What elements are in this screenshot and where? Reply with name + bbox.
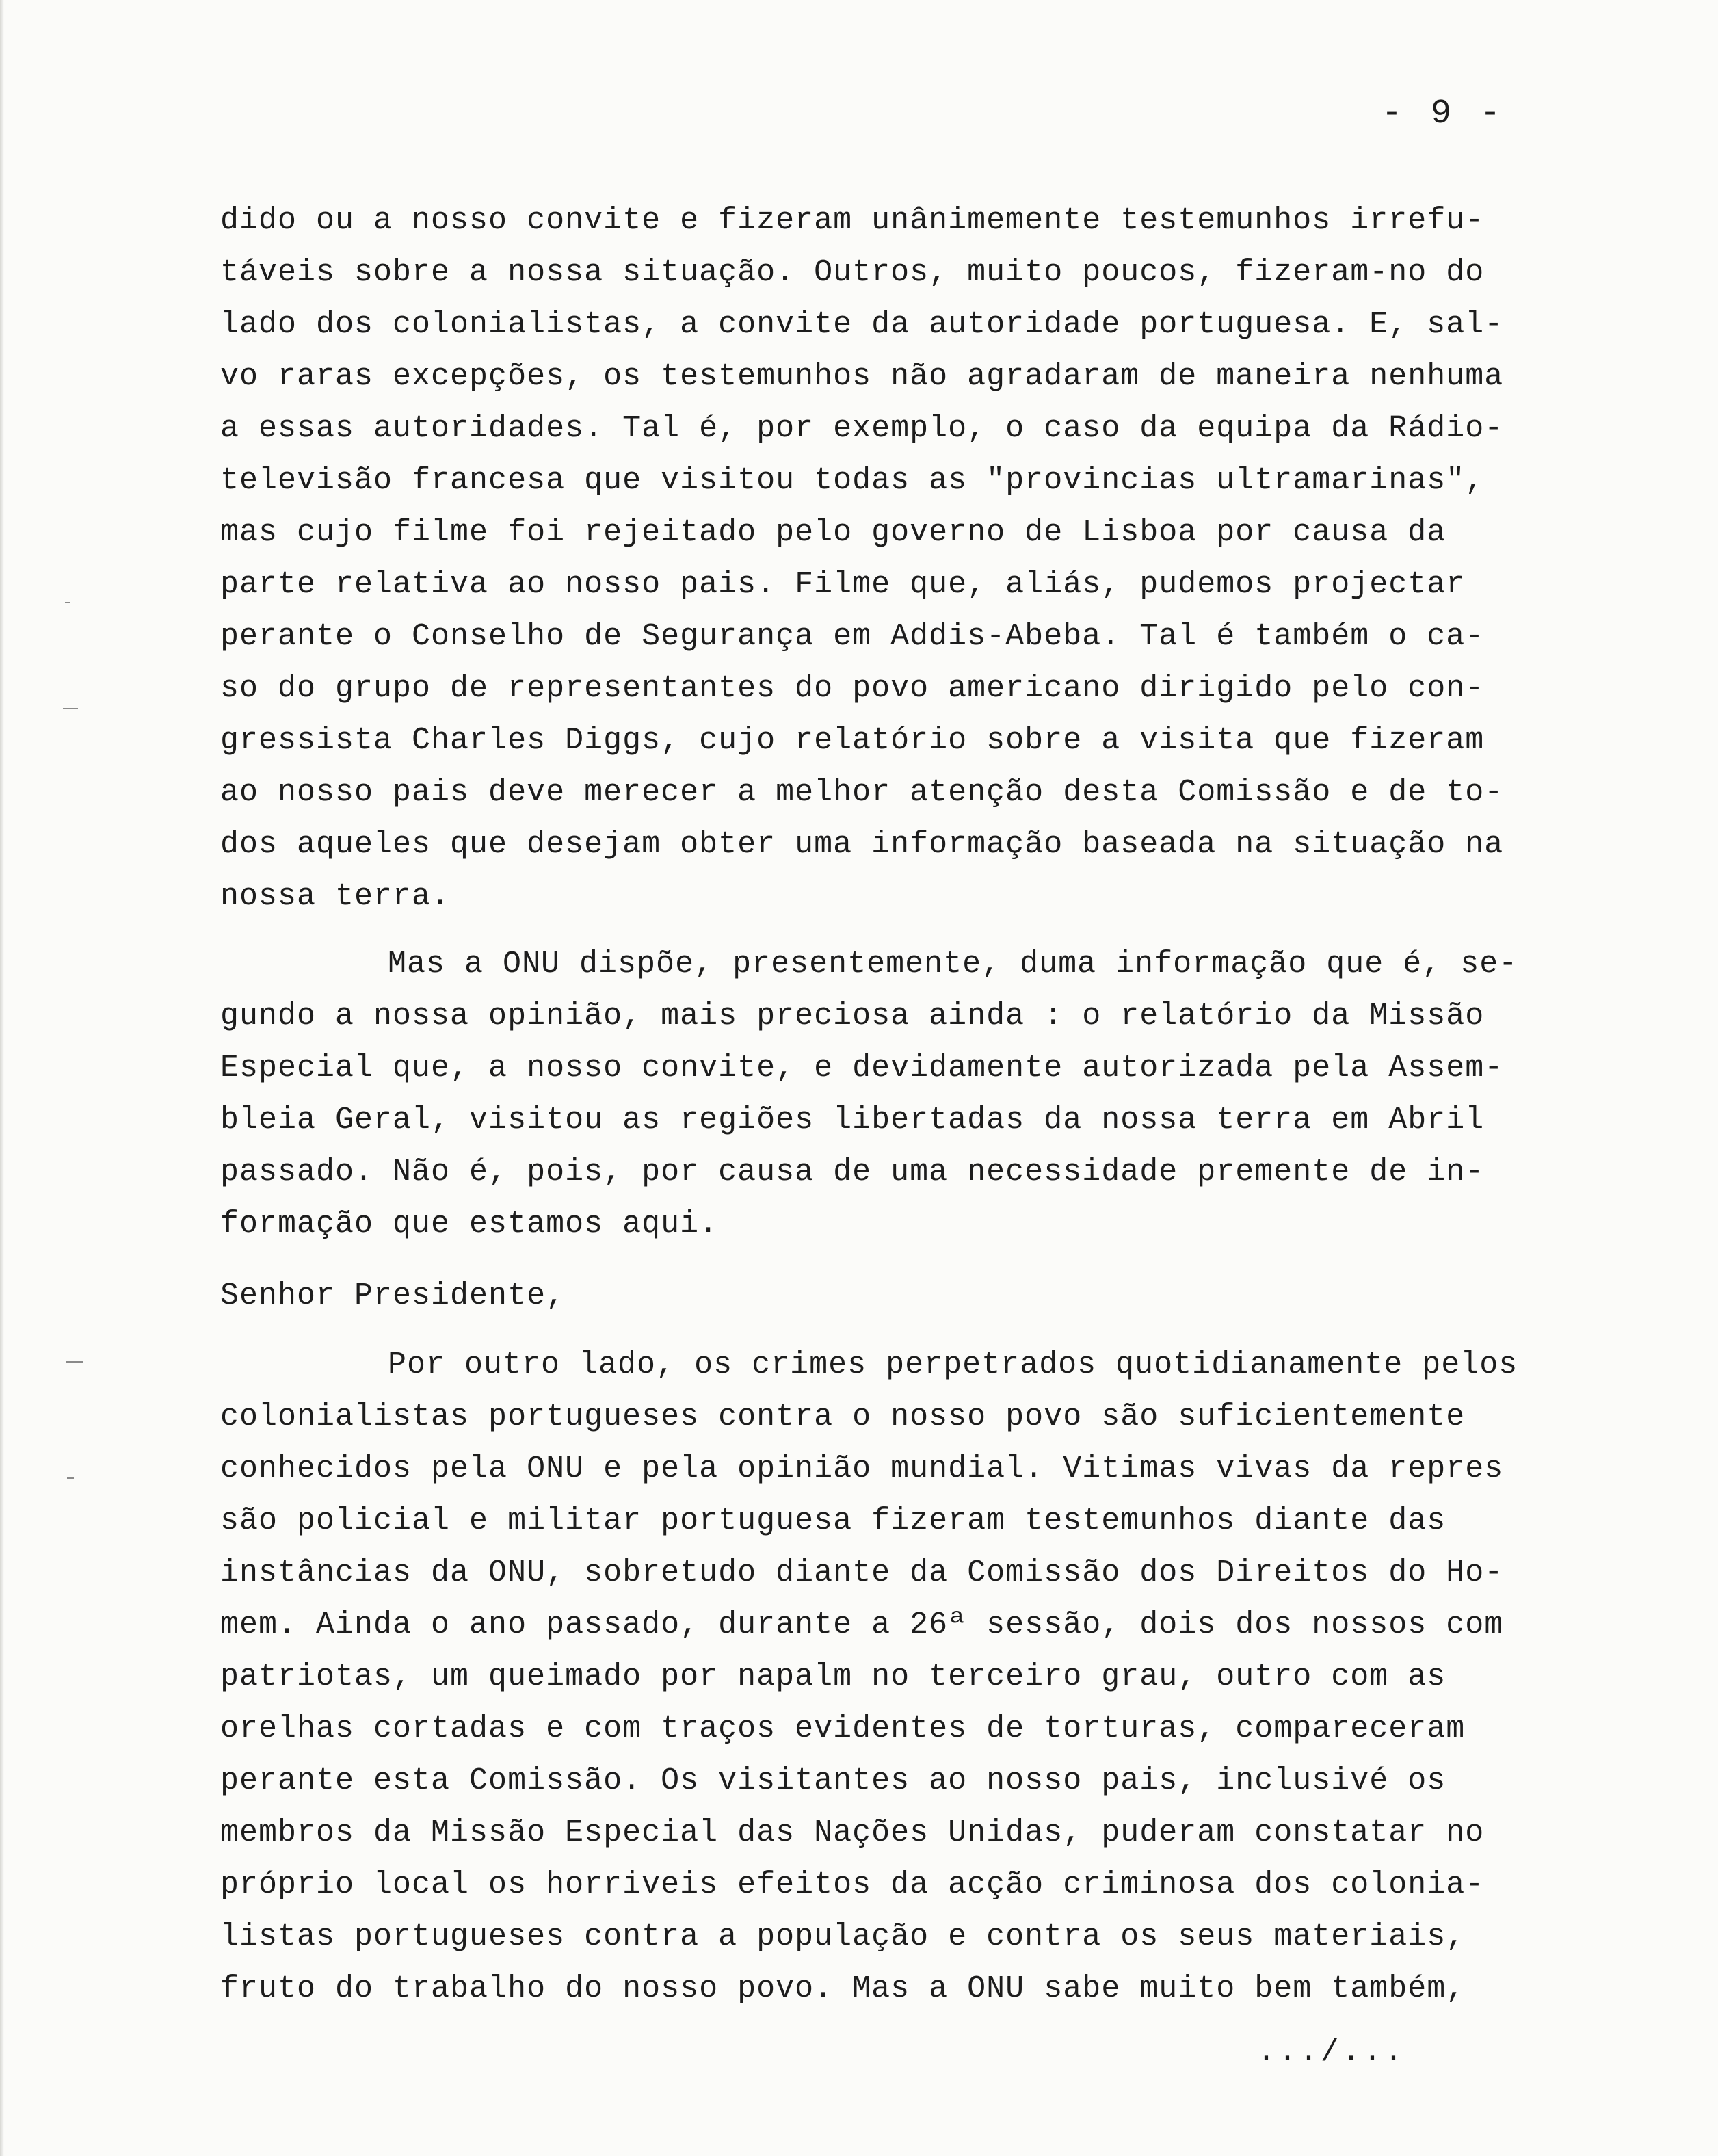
text-line: colonialistas portugueses contra o nosso povo são suficientemente — [220, 1399, 1466, 1434]
text-line: parte relativa ao nosso pais. Filme que, aliás, pudemos projectar — [220, 567, 1466, 602]
text-line: perante esta Comissão. Os visitantes ao nosso pais, inclusivé os — [220, 1763, 1446, 1798]
text-line: mem. Ainda o ano passado, durante a 26ª sessão, dois dos nossos com — [220, 1607, 1504, 1642]
text-line: televisão francesa que visitou todas as "provincias ultramarinas", — [220, 463, 1485, 498]
text-line: gundo a nossa opinião, mais preciosa ainda : o relatório da Missão — [220, 999, 1485, 1034]
text-line: Especial que, a nosso convite, e devidamente autorizada pela Assem- — [220, 1051, 1504, 1086]
text-line: membros da Missão Especial das Nações Unidas, puderam constatar no — [220, 1815, 1485, 1850]
continuation-mark: .../... — [1257, 2035, 1406, 2070]
text-line: a essas autoridades. Tal é, por exemplo, o caso da equipa da Rádio- — [220, 411, 1504, 446]
scan-speck — [63, 708, 78, 709]
text-line: nossa terra. — [220, 879, 451, 914]
text-line: bleia Geral, visitou as regiões libertadas da nossa terra em Abril — [220, 1103, 1485, 1138]
text-line: Senhor Presidente, — [220, 1278, 566, 1313]
paragraph-1 — [220, 195, 1622, 923]
text-line: ao nosso pais deve merecer a melhor atenção desta Comissão e de to- — [220, 775, 1504, 810]
page-number: - 9 - — [1382, 94, 1505, 133]
text-line: so do grupo de representantes do povo americano dirigido pelo con- — [220, 671, 1485, 706]
text-line: táveis sobre a nossa situação. Outros, muito poucos, fizeram-no do — [220, 255, 1485, 290]
text-line: gressista Charles Diggs, cujo relatório sobre a visita que fizeram — [220, 723, 1485, 758]
text-line: vo raras excepções, os testemunhos não agradaram de maneira nenhuma — [220, 359, 1504, 394]
scan-speck — [67, 1477, 74, 1479]
text-line: conhecidos pela ONU e pela opinião mundial. Vitimas vivas da repres — [220, 1451, 1504, 1486]
scan-speck — [65, 602, 70, 603]
text-line: orelhas cortadas e com traços evidentes de torturas, compareceram — [220, 1711, 1466, 1746]
text-line: fruto do trabalho do nosso povo. Mas a ONU sabe muito bem também, — [220, 1971, 1466, 2006]
text-line: Mas a ONU dispõe, presentemente, duma informação que é, se- — [388, 947, 1518, 982]
paragraph-2 — [220, 938, 1622, 1250]
scan-speck — [66, 1361, 83, 1363]
text-line: dido ou a nosso convite e fizeram unânimemente testemunhos irrefu- — [220, 203, 1485, 238]
text-line: passado. Não é, pois, por causa de uma necessidade premente de in- — [220, 1155, 1485, 1189]
text-line: são policial e militar portuguesa fizeram testemunhos diante das — [220, 1503, 1446, 1538]
text-line: listas portugueses contra a população e contra os seus materiais, — [220, 1919, 1466, 1954]
text-line: lado dos colonialistas, a convite da autoridade portuguesa. E, sal- — [220, 307, 1504, 342]
text-line: perante o Conselho de Segurança em Addis-Abeba. Tal é também o ca- — [220, 619, 1485, 654]
salutation — [220, 1270, 1622, 1322]
text-line: formação que estamos aqui. — [220, 1207, 719, 1241]
text-line: instâncias da ONU, sobretudo diante da Comissão dos Direitos do Ho- — [220, 1555, 1504, 1590]
text-line: patriotas, um queimado por napalm no terceiro grau, outro com as — [220, 1659, 1446, 1694]
paragraph-3 — [220, 1339, 1622, 2015]
text-line: Por outro lado, os crimes perpetrados quotidianamente pelos — [388, 1348, 1518, 1382]
text-line: próprio local os horriveis efeitos da acção criminosa dos colonia- — [220, 1867, 1485, 1902]
text-line: dos aqueles que desejam obter uma informação baseada na situação na — [220, 827, 1504, 862]
scan-left-edge — [0, 0, 4, 2156]
text-line: mas cujo filme foi rejeitado pelo governo de Lisboa por causa da — [220, 515, 1446, 550]
